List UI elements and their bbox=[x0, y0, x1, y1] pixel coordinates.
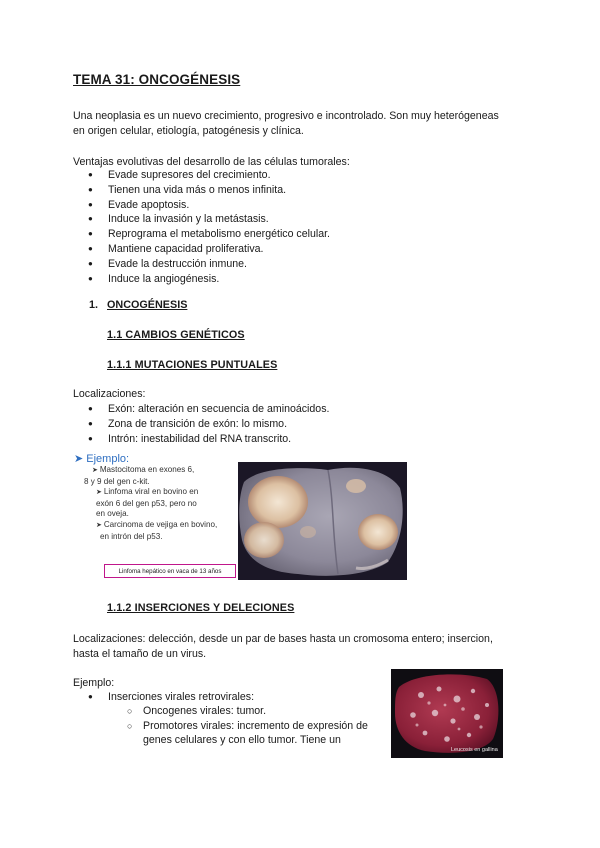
intro-paragraph bbox=[73, 109, 499, 139]
ejemplo-label: Ejemplo: bbox=[73, 677, 115, 689]
arrow-icon: ➤ bbox=[96, 489, 104, 497]
list-item: ● Tienen una vida más o menos infinita. bbox=[73, 183, 330, 198]
list-item: ● Induce la angiogénesis. bbox=[73, 272, 330, 287]
insertions-sublist bbox=[127, 704, 368, 734]
section-1-1-heading: 1.1 CAMBIOS GENÉTICOS bbox=[107, 329, 245, 341]
intro-line-1: Una neoplasia es un nuevo crecimiento, progresivo e incontrolado. Son muy heterógeneas bbox=[73, 110, 499, 122]
list-item: ● Evade supresores del crecimiento. bbox=[73, 168, 330, 183]
photo-caption: Leucosis en gallina bbox=[451, 747, 498, 753]
example-slide-text bbox=[74, 452, 238, 570]
section-1-1-1-heading: 1.1.1 MUTACIONES PUNTUALES bbox=[107, 359, 278, 371]
example-line: ➤ Mastocitoma en exones 6, bbox=[92, 465, 195, 474]
example-line: 8 y 9 del gen c-kit. bbox=[84, 476, 150, 486]
list-item: ● Mantiene capacidad proliferativa. bbox=[73, 242, 330, 257]
list-item: ● Zona de transición de exón: lo mismo. bbox=[73, 417, 329, 432]
ventajas-heading: Ventajas evolutivas del desarrollo de las células tumorales: bbox=[73, 156, 350, 168]
list-item: ○ Oncogenes virales: tumor. bbox=[127, 704, 368, 719]
localizaciones-label: Localizaciones: bbox=[73, 388, 146, 400]
list-item: ● Evade apoptosis. bbox=[73, 198, 330, 213]
example-line: en intrón del p53. bbox=[100, 531, 163, 541]
list-item: ● Inserciones virales retrovirales: bbox=[73, 690, 254, 705]
liver-lymphoma-photo bbox=[238, 462, 407, 580]
example-line: ➤ Linfoma viral en bovino en bbox=[96, 487, 199, 497]
paragraph-line: hasta el tamaño de un virus. bbox=[73, 648, 207, 660]
arrow-icon: ➤ bbox=[92, 467, 100, 474]
ventajas-list bbox=[73, 168, 330, 286]
list-item: ● Induce la invasión y la metástasis. bbox=[73, 212, 330, 227]
example-line: en oveja. bbox=[96, 509, 129, 519]
section-title: ONCOGÉNESIS bbox=[107, 299, 188, 311]
example-line: ➤ Carcinoma de vejiga en bovino, bbox=[96, 519, 218, 529]
paragraph-line: Localizaciones: delección, desde un par de bases hasta un cromosoma entero; insercion, bbox=[73, 633, 493, 645]
intro-line-2: en origen celular, etiología, patogénesis y clínica. bbox=[73, 125, 304, 137]
list-item: ● Exón: alteración en secuencia de aminoácidos. bbox=[73, 402, 329, 417]
image-caption: Linfoma hepático en vaca de 13 años bbox=[104, 564, 236, 578]
arrow-icon: ➤ bbox=[96, 521, 104, 529]
section-1-heading bbox=[89, 299, 187, 311]
list-item: ● Reprograma el metabolismo energético celular. bbox=[73, 227, 330, 242]
list-item: ○ Promotores virales: incremento de expresión de bbox=[127, 719, 368, 734]
sublist-continuation: genes celulares y con ello tumor. Tiene un bbox=[143, 734, 341, 746]
page-title: TEMA 31: ONCOGÉNESIS bbox=[73, 72, 241, 87]
example-line: exón 6 del gen p53, pero no bbox=[96, 498, 197, 508]
localizaciones-list bbox=[73, 402, 329, 446]
insertions-list bbox=[73, 690, 254, 705]
list-item: ● Intrón: inestabilidad del RNA transcrito. bbox=[73, 432, 329, 447]
arrow-icon: ➤ bbox=[74, 453, 84, 465]
section-1-1-2-heading: 1.1.2 INSERCIONES Y DELECIONES bbox=[107, 602, 295, 614]
section-number: 1. bbox=[89, 299, 99, 311]
example-heading: ➤ Ejemplo: bbox=[74, 453, 130, 465]
localizaciones-paragraph bbox=[73, 632, 493, 662]
leucosis-chicken-photo bbox=[391, 669, 503, 758]
list-item: ● Evade la destrucción inmune. bbox=[73, 257, 330, 272]
